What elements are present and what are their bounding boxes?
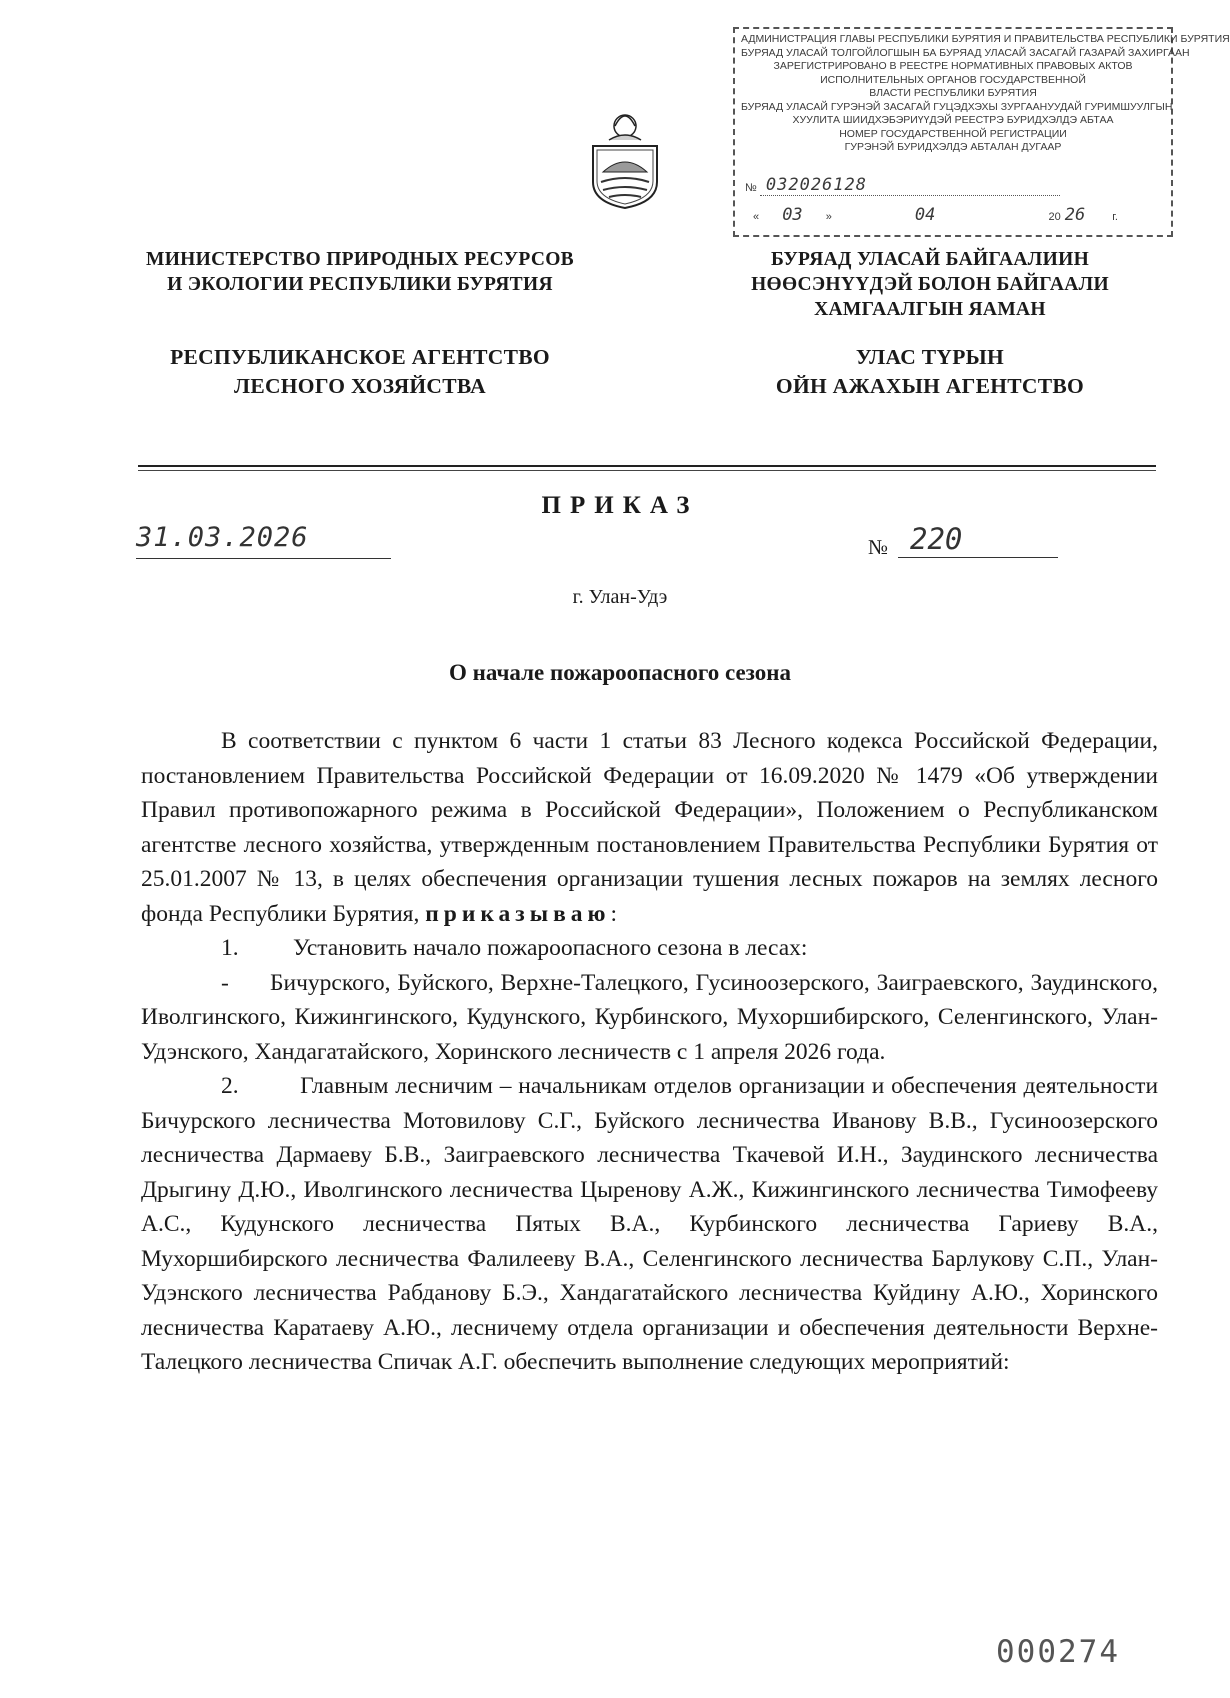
coat-of-arms-emblem-icon	[589, 104, 661, 210]
preamble-paragraph	[141, 724, 1158, 931]
ministry-name-bua	[700, 247, 1160, 322]
order-body	[141, 724, 1158, 1380]
agency-name-bua	[700, 343, 1160, 401]
item-1-dash: -	[221, 969, 229, 996]
order-city: г. Улан-Удэ	[572, 586, 668, 608]
item-1-number: 1.	[221, 935, 239, 961]
stamp-date-open-quote: «	[753, 211, 760, 223]
agency-name-ru-line: РЕСПУБЛИКАНСКОЕ АГЕНТСТВО	[170, 345, 550, 369]
stamp-line: ИСПОЛНИТЕЛЬНЫХ ОРГАНОВ ГОСУДАРСТВЕННОЙ	[820, 73, 1086, 86]
stamp-date-year-prefix: 20	[1048, 211, 1061, 223]
agency-name-bua-line: УЛАС ТҮРЫН	[855, 345, 1005, 369]
ministry-name-ru-line: МИНИСТЕРСТВО ПРИРОДНЫХ РЕСУРСОВ	[146, 249, 574, 270]
item-2-number: 2.	[221, 1073, 239, 1099]
registration-stamp	[733, 27, 1230, 237]
item-2-text: Главным лесничим – начальникам отделов организации и обеспечения деятельности Бичурского лесничества Мотовилову С.Г., Буйского лесничества Иванову В.В., Гусиноозерского лесничества Дармаеву Б.В., Заиграевского лесничества Ткачевой И.Н., Заудинского лесничества Дрыгину Д.Ю., Иволгинского лесничества Цыренову А.Ж., Кижингинского лесничества Тимофееву А.С., Кудунского лесничества Пятых В.А., Курбинского лесничества Гариеву В.А., Мухоршибирского лесничества Фалилееву В.А., Селенгинского лесничества Барлукову С.П., Улан-Удэнского лесничества Рабданову Б.Э., Хандагатайского лесничества Куйдину А.Ю., Хоринского лесничества Каратаеву А.Ю., лесничему отдела организации и обеспечения деятельности Верхне-Талецкого лесничества Спичак А.Г. обеспечить выполнение следующих мероприятий:	[141, 1073, 1159, 1375]
stamp-line: АДМИНИСТРАЦИЯ ГЛАВЫ РЕСПУБЛИКИ БУРЯТИЯ И ПРАВИТЕЛЬСТВА РЕСПУБЛИКИ БУРЯТИЯ	[741, 33, 1230, 45]
agency-name-ru	[120, 343, 600, 401]
stamp-registration-number	[745, 175, 1060, 196]
stamp-date-close-quote: »	[825, 211, 832, 223]
order-subject: О начале пожароопасного сезона	[448, 660, 792, 685]
order-title: ПРИКАЗ	[541, 492, 699, 519]
item-1	[141, 931, 1158, 966]
ministry-name-bua-line: ХАМГААЛГЫН ЯАМАН	[814, 299, 1046, 320]
stamp-line: ГУРЭНЭЙ БУРИДХЭЛДЭ АБТАЛАН ДУГААР	[844, 141, 1062, 153]
header-divider-thin	[138, 470, 1156, 471]
stamp-number-label: №	[745, 182, 757, 194]
agency-name-ru-line: ЛЕСНОГО ХОЗЯЙСТВА	[234, 374, 486, 398]
order-number-label: №	[868, 535, 889, 559]
decree-word: приказываю	[425, 900, 611, 927]
stamp-line: НОМЕР ГОСУДАРСТВЕННОЙ РЕГИСТРАЦИИ	[839, 127, 1067, 140]
stamp-line: ЗАРЕГИСТРИРОВАНО В РЕЕСТРЕ НОРМАТИВНЫХ ПРАВОВЫХ АКТОВ	[773, 60, 1133, 72]
stamp-date-year: 26	[1064, 205, 1086, 225]
item-1-forestries-list	[141, 966, 1158, 1070]
ministry-name-ru-line: И ЭКОЛОГИИ РЕСПУБЛИКИ БУРЯТИЯ	[167, 274, 553, 295]
ministry-name-bua-line: БУРЯАД УЛАСАЙ БАЙГААЛИИН	[770, 249, 1090, 270]
order-number-handwritten: 220	[898, 522, 1058, 558]
order-date-handwritten: 31.03.2026	[136, 522, 391, 559]
page-number: 000274	[996, 1634, 1120, 1670]
stamp-line: ВЛАСТИ РЕСПУБЛИКИ БУРЯТИЯ	[869, 87, 1037, 99]
item-2	[141, 1069, 1158, 1380]
stamp-date-day: 03	[782, 205, 803, 225]
header-divider	[138, 465, 1156, 467]
stamp-line: ХУУЛИТА ШИИДХЭБЭРИҮҮДЭЙ РЕЕСТРЭ БУРИДХЭЛДЭ АБТАА	[792, 114, 1114, 126]
stamp-line: БУРЯАД УЛАСАЙ ГУРЭНЭЙ ЗАСАГАЙ ГУЦЭДХЭХЫ ЗУРГААНУУДАЙ ГУРИМШУУЛГЫН	[741, 100, 1173, 113]
ministry-name-ru	[120, 247, 600, 297]
preamble-text: В соответствии с пунктом 6 части 1 статьи 83 Лесного кодекса Российской Федерации, постановлением Правительства Российской Федерации от 16.09.2020 № 1479 «Об утверждении Правил противопожарного режима в Российской Федерации», Положением о Республиканском агентстве лесного хозяйства, утвержденным постановлением Правительства Республики Бурятия от 25.01.2007 № 13, в целях обеспечения организации тушения лесных пожаров на землях лесного фонда Республики Бурятия,	[141, 728, 1158, 927]
item-1-text: Установить начало пожароопасного сезона в лесах:	[293, 935, 808, 961]
decree-colon: :	[610, 900, 618, 927]
agency-name-bua-line: ОЙН АЖАХЫН АГЕНТСТВО	[775, 374, 1085, 398]
stamp-date-month: 04	[914, 205, 936, 225]
stamp-date-suffix: г.	[1112, 211, 1118, 223]
stamp-number-value: 032026128	[765, 175, 867, 195]
item-1-list-text: Бичурского, Буйского, Верхне-Талецкого, Гусиноозерского, Заиграевского, Заудинского, Иволгинского, Кижингинского, Кудунского, Курбинского, Мухоршибирского, Селенгинского, Улан-Удэнского, Хандагатайского, Хоринского лесничеств с 1 апреля 2026 года.	[141, 969, 1158, 1065]
ministry-name-bua-line: НӨӨСЭНҮҮДЭЙ БОЛОН БАЙГААЛИ	[751, 274, 1109, 295]
stamp-registration-date	[753, 205, 1163, 225]
stamp-line: БУРЯАД УЛАСАЙ ТОЛГОЙЛОГШЫН БА БУРЯАД УЛАСАЙ ЗАСАГАЙ ГАЗАРАЙ ЗАХИРГААН	[741, 46, 1190, 59]
